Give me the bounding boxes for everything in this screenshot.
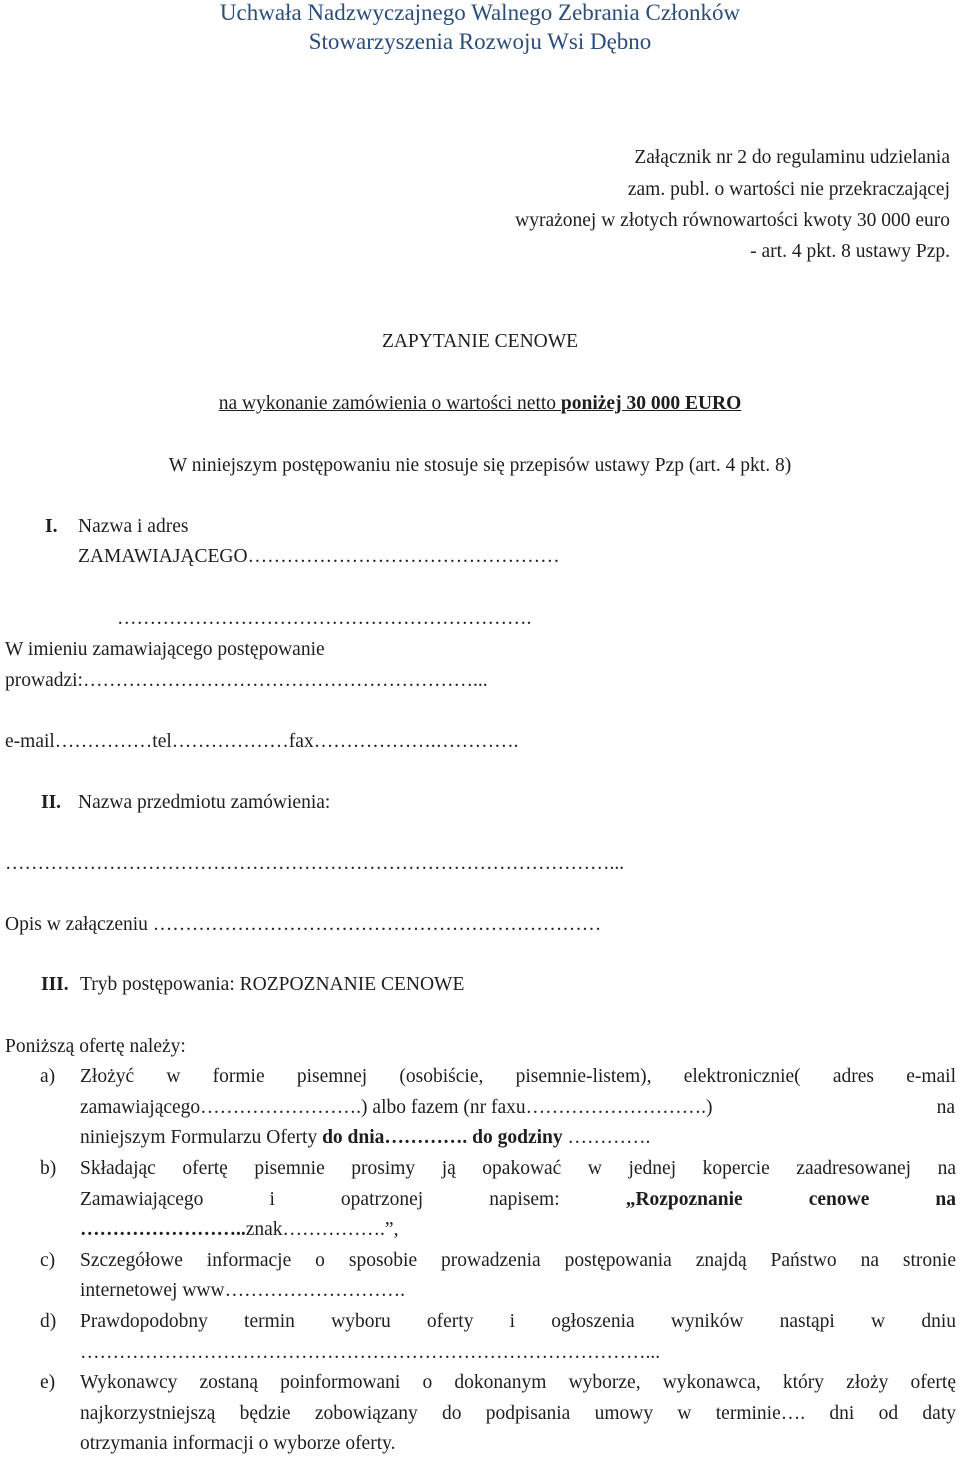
section-2-label: Nazwa przedmiotu zamówienia: — [78, 792, 331, 813]
item-d-line-1: Prawdopodobny termin wyboru oferty i ogłoszenia wyników nastąpi w dniu — [80, 1311, 956, 1332]
subtitle-bold: poniżej 30 000 EURO — [560, 393, 742, 414]
contact-line: e-mail……………tel………………fax……………….…………. — [5, 731, 519, 752]
item-c-line-1: Szczegółowe informacje o sposobie prowadzenia postępowania znajdą Państwo na stronie — [80, 1250, 956, 1271]
item-b-znak: znak…………….”, — [245, 1219, 399, 1240]
item-b-line-1: Składając ofertę pisemnie prosimy ją opakować w jednej kopercie zaadresowanej na — [80, 1158, 956, 1179]
tryb-value: ROZPOZNANIE CENOWE — [239, 974, 465, 995]
section-2-number: II. — [41, 792, 62, 813]
item-a-line-1: Złożyć w formie pisemnej (osobiście, pisemnie-listem), elektronicznie( adres e-mail — [80, 1066, 956, 1087]
section-3-line — [80, 974, 464, 996]
item-a-hour-dots: …………. — [562, 1127, 651, 1148]
zamawiajacy-label: ZAMAWIAJĄCEGO — [78, 546, 248, 567]
attachment-note-line-3: wyrażonej w złotych równowartości kwoty 30 000 euro — [515, 210, 950, 231]
item-b-line-2 — [80, 1189, 956, 1211]
item-a-letter: a) — [40, 1066, 56, 1087]
item-e-line-1: Wykonawcy zostaną poinformowani o dokonanym wyborze, wykonawca, który złoży ofertę — [80, 1372, 956, 1393]
item-c-letter: c) — [40, 1250, 56, 1271]
item-b-text: Zamawiającego i opatrzonej napisem: — [80, 1189, 626, 1210]
attachment-note-line-2: zam. publ. o wartości nie przekraczającej — [627, 179, 950, 200]
item-a-line-2-end: na — [936, 1097, 955, 1118]
section-3-number: III. — [41, 974, 69, 995]
item-b-line-3 — [80, 1219, 398, 1241]
section-2-dots: …………………………………………………………………………………... — [5, 853, 625, 874]
opis-line: Opis w załączeniu …………………………………………………………… — [5, 914, 602, 935]
item-a-line-3 — [80, 1127, 650, 1149]
attachment-note-line-1: Załącznik nr 2 do regulaminu udzielania — [634, 147, 950, 168]
header-line-2: Stowarzyszenia Rozwoju Wsi Dębno — [308, 29, 652, 54]
item-b-dots: …………………….. — [80, 1219, 246, 1240]
section-1-label-2 — [78, 546, 560, 568]
zamawiajacy-dots: ………………………………………… — [247, 546, 560, 567]
document-title: ZAPYTANIE CENOWE — [381, 331, 579, 352]
offer-intro: Poniższą ofertę należy: — [5, 1036, 186, 1057]
item-c-line-2: internetowej www………………………. — [80, 1280, 405, 1301]
item-e-line-3: otrzymania informacji o wyborze oferty. — [80, 1433, 396, 1454]
tryb-label: Tryb postępowania: — [80, 974, 240, 995]
document-subtitle — [0, 393, 960, 415]
conductor-line-2: prowadzi:……………………………………………………... — [5, 670, 488, 691]
item-b-letter: b) — [40, 1158, 57, 1179]
section-1-number: I. — [45, 516, 58, 537]
item-e-line-2: najkorzystniejszą będzie zobowiązany do podpisania umowy w terminie…. dni od daty — [80, 1403, 956, 1424]
item-b-label: „Rozpoznanie cenowe na — [625, 1189, 956, 1210]
zamawiajacy-dots-2: ………………………………………………………. — [117, 608, 532, 629]
pzp-notice: W niniejszym postępowaniu nie stosuje się przepisów ustawy Pzp (art. 4 pkt. 8) — [168, 455, 792, 476]
attachment-note-line-4: - art. 4 pkt. 8 ustawy Pzp. — [750, 241, 950, 262]
item-e-letter: e) — [40, 1372, 56, 1393]
item-d-line-2: ……………………………………………………………………………... — [80, 1342, 661, 1363]
subtitle-normal: na wykonanie zamówienia o wartości netto — [218, 393, 561, 414]
item-a-line-2: zamawiającego…………………….) albo fazem (nr faxu……………………….) — [80, 1097, 713, 1118]
conductor-line-1: W imieniu zamawiającego postępowanie — [5, 639, 325, 660]
item-a-date: do dnia…………. — [322, 1127, 468, 1148]
item-a-hour: do godziny — [467, 1127, 563, 1148]
item-a-form-text: niniejszym Formularzu Oferty — [80, 1127, 323, 1148]
item-d-letter: d) — [40, 1311, 57, 1332]
header-line-1: Uchwała Nadzwyczajnego Walnego Zebrania Członków — [219, 0, 741, 25]
section-1-label-1: Nazwa i adres — [78, 516, 189, 537]
